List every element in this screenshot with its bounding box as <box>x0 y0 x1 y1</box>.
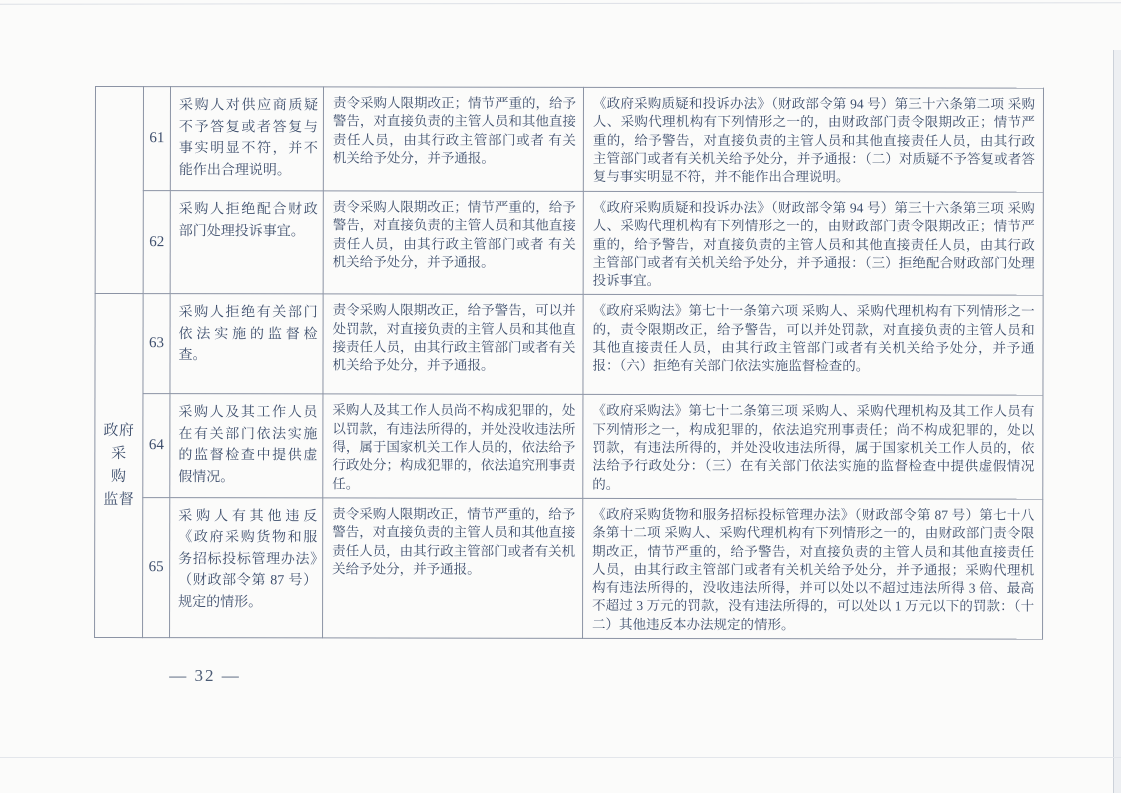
table-row-64 <box>95 394 1043 499</box>
violation-cell: 采购人拒绝有关部门依法实施的监督检查。 <box>170 294 323 394</box>
category-cell-procurement-supervision: 政府采 购 监督 <box>95 294 144 638</box>
penalty-cell: 责令采购人限期改正，给予警告，可以并处罚款，对直接负责的主管人员和其他直接责任人员，由其行政主管部门或者有关机关给予处分，并予通报。 <box>323 294 583 394</box>
table-row-63 <box>95 294 1043 396</box>
row-number-cell: 61 <box>143 87 170 191</box>
violation-cell: 采购人有其他违反《政府采购货物和服务招标投标管理办法》（财政部令第 87 号）规定的情形。 <box>170 498 323 638</box>
violation-cell: 采购人拒绝配合财政部门处理投诉事宜。 <box>170 191 323 295</box>
table-row-62 <box>95 191 1043 296</box>
legal-basis-cell: 《政府采购货物和服务招标投标管理办法》（财政部令第 87 号）第七十八条第十二项 采购人、采购代理机构有下列情形之一的，由财政部门责令限期改正，情节严重的，给予警告，对直接负责的主管人员和其他直接责任人员，由其行政主管部门或者有关机关给予处分，并予通报；采购代理机构有违法所得的，没收违法所得，并可以处以不超过违法所得 3 倍、最高不超过 3 万元的罚款，没有违法所得的，可以处以 1 万元以下的罚款：（十二）其他违反本办法规定的情形。 <box>583 498 1043 639</box>
violation-cell: 采购人及其工作人员在有关部门依法实施的监督检查中提供虚假情况。 <box>170 394 323 498</box>
scan-page-right-shade <box>1114 50 1121 793</box>
penalty-cell: 采购人及其工作人员尚不构成犯罪的，处以罚款，有违法所得的，并处没收违法所得，属于国家机关工作人员的，依法给予行政处分；构成犯罪的，依法追究刑事责任。 <box>323 394 583 498</box>
table-row-61 <box>95 87 1043 193</box>
page-number: — 32 — <box>169 666 241 685</box>
legal-basis-cell: 《政府采购法》第七十一条第六项 采购人、采购代理机构有下列情形之一的，责令限期改正，给予警告，可以并处罚款，对直接负责的主管人员和其他直接责任人员，由其行政主管部门或者有关机关给予处分，并予通报：（六）拒绝有关部门依法实施监督检查的。 <box>583 295 1043 396</box>
row-number-cell: 65 <box>143 498 170 638</box>
penalty-cell: 责令采购人限期改正；情节严重的，给予警告，对直接负责的主管人员和其他直接责任人员，由其行政主管部门或者 有关机关给予处分，并予通报。 <box>323 87 583 191</box>
procurement-penalty-table <box>94 86 1044 640</box>
row-number-cell: 62 <box>143 191 170 295</box>
scan-page-right-edge <box>1113 50 1114 793</box>
violation-cell: 采购人对供应商质疑不予答复或者答复与事实明显不符，并不能作出合理说明。 <box>170 87 323 191</box>
legal-basis-cell: 《政府采购质疑和投诉办法》（财政部令第 94 号）第三十六条第三项 采购人、采购代理机构有下列情形之一的，由财政部门责令限期改正；情节严重的，给予警告，对直接负责的主管人员和其他直接责任人员，由其行政主管部门或者有关机关给予处分，并予通报：（三）拒绝配合财政部门处理投诉事宜。 <box>583 191 1043 295</box>
scan-page-top-edge <box>0 2 1121 5</box>
scan-page-bottom-edge <box>0 757 1121 758</box>
category-cell-blank <box>95 87 143 295</box>
row-number-cell: 64 <box>143 394 170 498</box>
legal-basis-cell: 《政府采购质疑和投诉办法》（财政部令第 94 号）第三十六条第二项 采购人、采购代理机构有下列情形之一的，由财政部门责令限期改正；情节严重的，给予警告，对直接负责的主管人员和其他直接责任人员，由其行政主管部门或者有关机关给予处分，并予通报：（二）对质疑不予答复或者答复与事实明显不符，并不能作出合理说明。 <box>583 87 1043 192</box>
table-row-65 <box>95 497 1043 639</box>
row-number-cell: 63 <box>143 294 170 394</box>
penalty-cell: 责令采购人限期改正，情节严重的，给予警告，对直接负责的主管人员和其他直接责任人员，由其行政主管部门或者有关机关给予处分，并予通报。 <box>323 498 583 639</box>
penalty-cell: 责令采购人限期改正；情节严重的，给予警告，对直接负责的主管人员和其他直接责任人员，由其行政主管部门或者 有关机关给予处分，并予通报。 <box>323 191 583 295</box>
legal-basis-cell: 《政府采购法》第七十二条第三项 采购人、采购代理机构及其工作人员有下列情形之一，构成犯罪的，依法追究刑事责任；尚不构成犯罪的，处以罚款，有违法所得的，并处没收违法所得，属于国家机关工作人员的，依法给予行政处分：（三）在有关部门依法实施的监督检查中提供虚假情况的。 <box>583 395 1043 499</box>
